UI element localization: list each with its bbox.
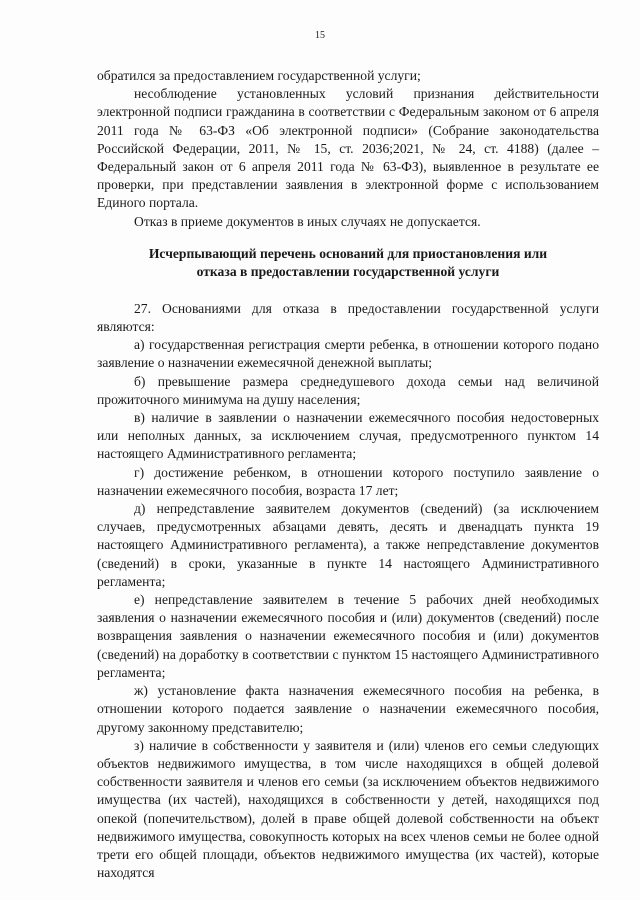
- paragraph-continuation: обратился за предоставлением государственной услуги;: [97, 68, 421, 83]
- paragraph-item-b: б) превышение размера среднедушевого дохода семьи над величиной прожиточного минимума на душу населения;: [97, 373, 599, 407]
- page-number: 15: [315, 30, 325, 41]
- paragraph-27-intro: 27. Основаниями для отказа в предоставлении государственной услуги являются:: [97, 300, 599, 335]
- section-heading: [97, 245, 599, 282]
- paragraph-item-zh: ж) установление факта назначения ежемесячного пособия на ребенка, в отношении которого подается заявление о назначении ежемесячного пособия, другому законному представителю;: [97, 683, 599, 735]
- paragraph-item-d: д) непредставление заявителем документов (сведений) (за исключением случаев, предусмотренных абзацами девять, десять и двенадцать пункта 19 настоящего Административного регламента), а также непредставление документов (сведений) в сроки, указанные в пункте 14 настоящего Административного регламента;: [97, 501, 599, 589]
- paragraph-signature-condition: несоблюдение установленных условий признания действительности электронной подписи гражданина в соответствии с Федеральным законом от 6 апреля 2011 года № 63-ФЗ «Об электронной подписи» (Собрание законодательства Российской Федерации, 2011, № 15, ст. 2036;2021, № 24, ст. 4188) (далее – Федеральный закон от 6 апреля 2011 года № 63-ФЗ), выявленное в результате ее проверки, при представлении заявления в электронной форме с использованием Единого портала.: [97, 86, 599, 211]
- paragraph-item-v: в) наличие в заявлении о назначении ежемесячного пособия недостоверных или неполных данных, за исключением случая, предусмотренного пунктом 14 настоящего Административного регламента;: [97, 410, 599, 462]
- paragraph-item-z: з) наличие в собственности у заявителя и (или) членов его семьи следующих объектов недвижимого имущества, в том числе находящихся в общей долевой собственности заявителя и членов его семьи (за исключением объектов недвижимого имущества (их частей), находящихся в собственности у детей, находящихся под опекой (попечительством), долей в праве общей долевой собственности на объект недвижимого имущества, совокупность которых на всех членов семьи не более одной трети его общей площади, объектов недвижимого имущества (их частей), которые находятся: [97, 737, 599, 881]
- document-body: [97, 67, 599, 882]
- paragraph-item-a: а) государственная регистрация смерти ребенка, в отношении которого подано заявление о назначении ежемесячной денежной выплаты;: [97, 337, 599, 371]
- section-heading-line-1: Исчерпывающий перечень оснований для приостановления или: [148, 245, 548, 261]
- paragraph-no-other-refusal: Отказ в приеме документов в иных случаях не допускается.: [134, 213, 481, 229]
- paragraph-item-g: г) достижение ребенком, в отношении которого поступило заявление о назначении ежемесячного пособия, возраста 17 лет;: [97, 464, 599, 498]
- section-heading-line-2: отказа в предоставлении государственной услуги: [196, 264, 500, 280]
- paragraph-item-e: е) непредставление заявителем в течение 5 рабочих дней необходимых заявления о назначении ежемесячного пособия и (или) документов (сведений) после возвращения заявления о назначении ежемесячного пособия и (или) документов (сведений) на доработку в соответствии с пунктом 15 настоящего Административного регламента;: [97, 592, 599, 680]
